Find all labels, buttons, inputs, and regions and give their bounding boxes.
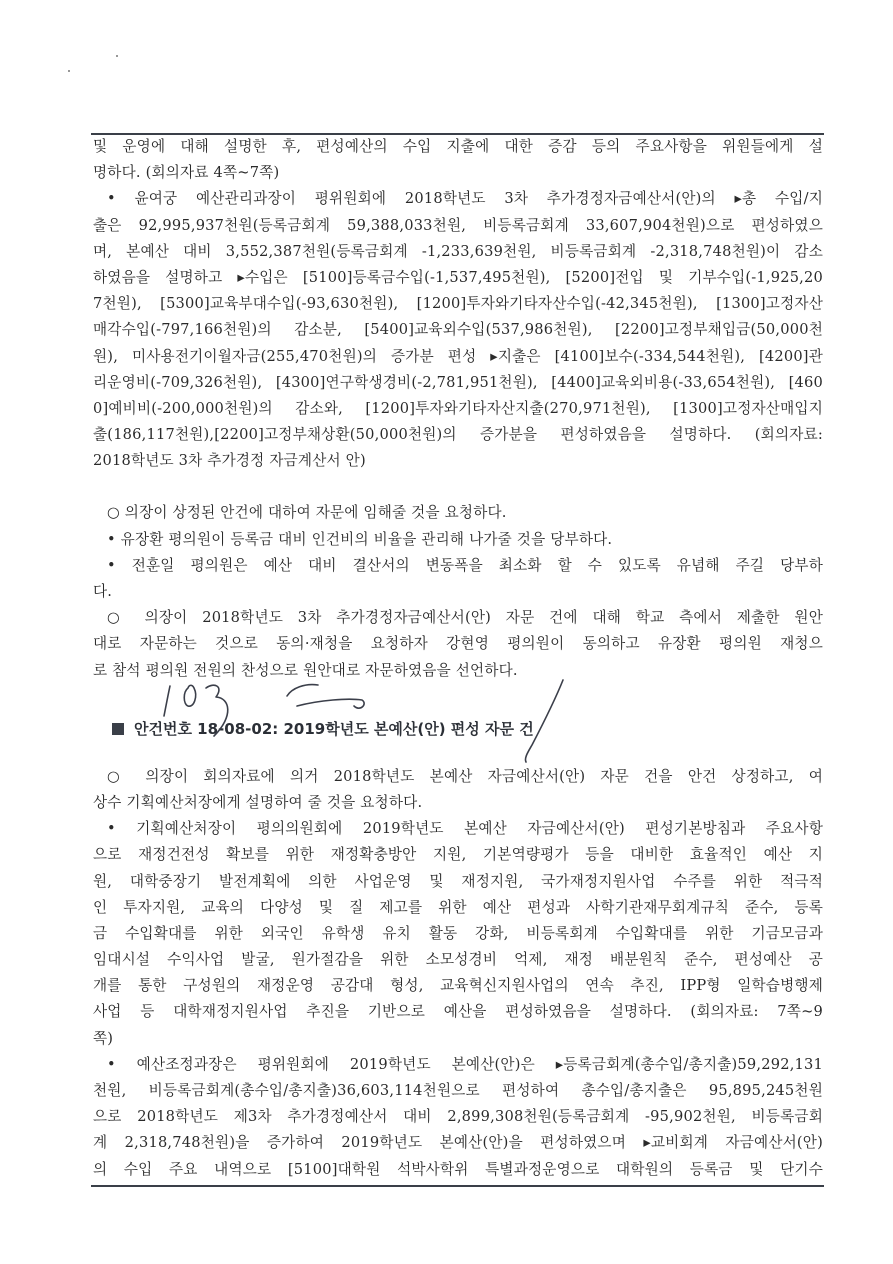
agenda-heading-text: 안건번호 18-08-02: 2019학년도 본예산(안) 편성 자문 건 [134,720,534,738]
text-line: 쪽) [93,1029,114,1047]
bottom-rule [91,1185,824,1187]
text-line: 및 운영에 대해 설명한 후, 편성예산의 수입 지출에 대한 증감 등의 주요사항을 위원들에게 설 [93,138,823,155]
scan-speck [116,55,118,57]
text-line: • 예산조정과장은 평위원회에 2019학년도 본예산(안)은 ▸등록금회계(총수입/총지출)59,292,131 [107,1055,823,1073]
document-body [93,134,823,1183]
scan-speck [68,70,70,72]
text-line: 7천원), [5300]교육부대수입(-93,630천원), [1200]투자와기타자산수입(-42,345천원), [1300]고정자산 [93,295,823,313]
text-line: 금 수입확대를 위한 외국인 유학생 유치 활동 강화, 비등록회계 수입확대를 위한 기금모금과 [93,924,823,942]
text-line: • 기획예산처장이 평의의원회에 2019학년도 본예산 자금예산서(안) 편성기본방침과 주요사항 [107,820,823,838]
spacer [93,754,823,764]
agenda-heading [112,718,534,739]
text-line: 천원, 비등록금회계(총수입/총지출)36,603,114천원으로 편성하여 총수입/총지출은 95,895,245천원 [93,1082,823,1099]
text-line: 인 투자지원, 교육의 다양성 및 질 제고를 위한 예산 편성과 사학기관재무회계규칙 준수, 등록 [93,898,823,916]
text-line: 원), 미사용전기이월자금(255,470천원)의 증가분 편성 ▸지출은 [4100]보수(-334,544천원), [4200]관 [93,347,823,365]
text-line: ○ 의장이 2018학년도 3차 추가경정자금예산서(안) 자문 건에 대해 학교 측에서 제출한 원안 [107,609,823,627]
text-line: 리운영비(-709,326천원), [4300]연구학생경비(-2,781,951천원), [4400]교육외비용(-33,654천원), [460 [93,373,823,391]
text-line: 원, 대학중장기 발전계획에 의한 사업운영 및 재정지원, 국가재정지원사업 수주를 위한 적극적 [93,872,823,890]
text-line: • 윤여궁 예산관리과장이 평위원회에 2018학년도 3차 추가경정자금예산서(안)의 ▸총 수입/지 [107,190,823,208]
text-line: ○ 의장이 상정된 안건에 대하여 자문에 임해줄 것을 요청하다. [107,504,507,522]
text-line: 대로 자문하는 것으로 동의·재청을 요청하자 강현영 평의원이 동의하고 유장환 평의원 재청으 [93,635,823,653]
text-line: 0]예비비(-200,000천원)의 감소와, [1200]투자와기타자산지출(270,971천원), [1300]고정자산매입지 [93,399,823,417]
text-line: 명하다. (회의자료 4쪽~7쪽) [93,164,280,182]
text-line: 으로 2018학년도 제3차 추가경정예산서 대비 2,899,308천원(등록금회계 -95,902천원, 비등록금회 [93,1108,823,1126]
text-line: 사업 등 대학재정지원사업 추진을 기반으로 예산을 편성하였음을 설명하다. (회의자료: 7쪽~9 [93,1003,823,1021]
text-line: 개를 통한 구성원의 재정운영 공감대 형성, 교육혁신지원사업의 연속 추진, IPP형 일학습병행제 [93,977,823,995]
text-line: 매각수입(-797,166천원)의 감소분, [5400]교육외수입(537,986천원), [2200]고정부채입금(50,000천 [93,321,823,339]
text-line: 으로 재정건전성 확보를 위한 재정확충방안 지원, 기본역량평가 등을 대비한 효율적인 예산 지 [93,846,823,864]
text-line: 의 수입 주요 내역으로 [5100]대학원 석박사학위 특별과정운영으로 대학원의 등록금 및 단기수 [93,1160,823,1178]
text-line: 다. [93,583,113,600]
text-line: 하였음을 설명하고 ▸수입은 [5100]등록금수입(-1,537,495천원), [5200]전입 및 기부수입(-1,925,20 [93,268,823,286]
text-line: 로 참석 평의원 전원의 찬성으로 원안대로 자문하였음을 선언하다. [93,661,518,679]
text-line: 임대시설 수익사업 발굴, 원가절감을 위한 소모성경비 억제, 재정 배분원칙 준수, 편성예산 공 [93,951,823,969]
text-line: • 유장환 평의원이 등록금 대비 인건비의 비율을 관리해 나가줄 것을 당부하다. [107,530,613,548]
text-line: • 전훈일 평의원은 예산 대비 결산서의 변동폭을 최소화 할 수 있도록 유념해 주길 당부하 [107,556,823,574]
text-line: 며, 본예산 대비 3,552,387천원(등록금회계 -1,233,639천원, 비등록금회계 -2,318,748천원)이 감소 [93,242,823,260]
text-line: 출은 92,995,937천원(등록금회계 59,388,033천원, 비등록금회계 33,607,904천원)으로 편성하였으 [93,216,823,234]
text-line: 출(186,117천원),[2200]고정부채상환(50,000천원)의 증가분을 편성하였음을 설명하다. (회의자료: [93,426,823,444]
text-line: 2018학년도 3차 추가경정 자금계산서 안) [93,452,366,470]
square-bullet-icon [112,723,124,735]
text-line: ○ 의장이 회의자료에 의거 2018학년도 본예산 자금예산서(안) 자문 건을 안건 상정하고, 여 [107,767,823,785]
text-line: 상수 기획예산처장에게 설명하여 줄 것을 요청하다. [93,793,423,811]
spacer [93,474,823,500]
text-line: 계 2,318,748천원)을 증가하여 2019학년도 본예산(안)을 편성하였으며 ▸교비회계 자금예산서(안) [93,1134,823,1152]
